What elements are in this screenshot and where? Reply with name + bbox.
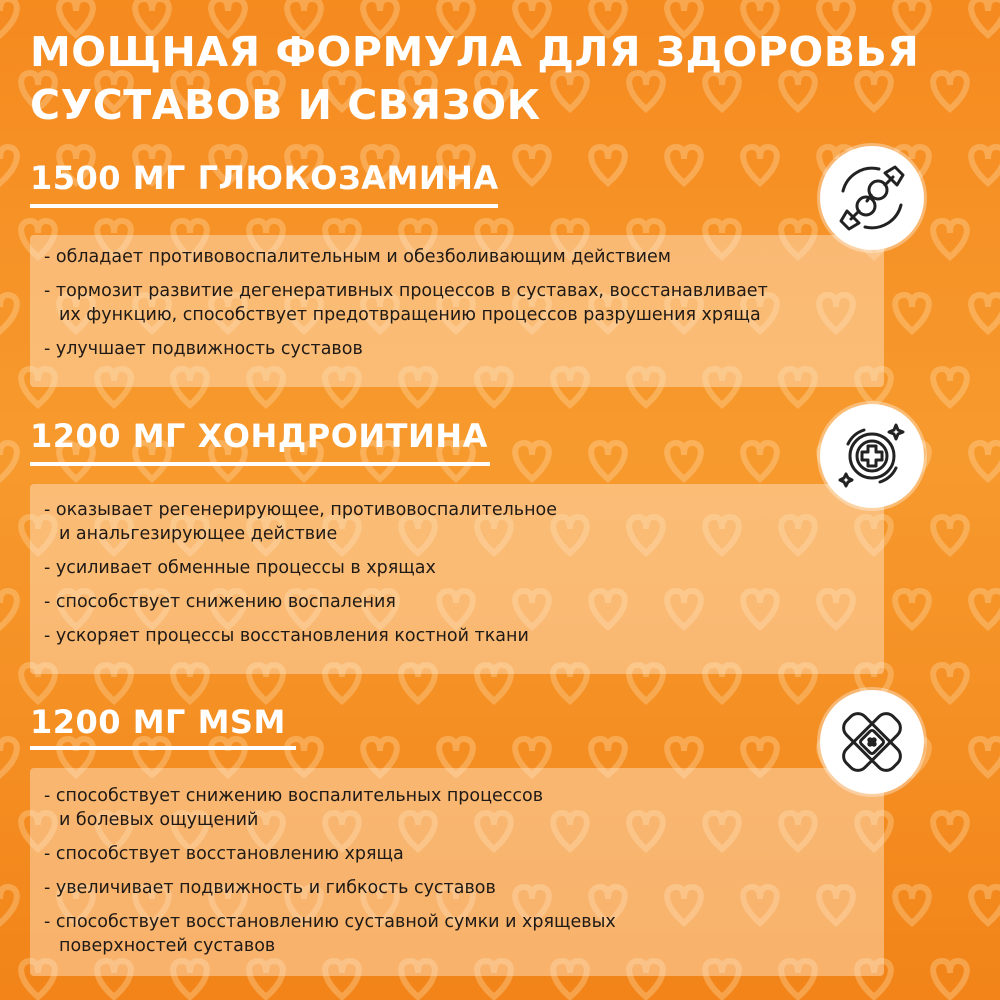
list-item: - способствует восстановлению хряща — [44, 844, 404, 864]
list-item: - улучшает подвижность суставов — [44, 339, 363, 359]
chondroitin-benefits-panel — [30, 484, 884, 674]
list-item: - оказывает регенерирующее, противовоспалительное и анальгезирующее действие — [44, 500, 558, 544]
section-heading-chondroitin: 1200 МГ ХОНДРОИТИНА — [30, 417, 488, 455]
bandage-icon — [820, 690, 924, 794]
section-heading-msm: 1200 МГ MSM — [30, 703, 286, 741]
list-item: - способствует снижению воспаления — [44, 592, 396, 612]
joint-icon — [820, 146, 924, 250]
list-item: - усиливает обменные процессы в хрящах — [44, 558, 436, 578]
section-underline — [30, 462, 490, 466]
section-underline — [30, 746, 296, 750]
list-item: - увеличивает подвижность и гибкость суставов — [44, 878, 496, 898]
list-item: - способствует снижению воспалительных процессов и болевых ощущений — [44, 786, 544, 830]
list-item: - тормозит развитие дегенеративных процессов в суставах, восстанавливает их функцию, способствует предотвращению процессов разрушения хряща — [44, 281, 768, 325]
list-item: - обладает противовоспалительным и обезболивающим действием — [44, 247, 671, 267]
page-title: МОЩНАЯ ФОРМУЛА ДЛЯ ЗДОРОВЬЯ СУСТАВОВ И СВЯЗОК — [30, 28, 920, 129]
list-item: - ускоряет процессы восстановления костной ткани — [44, 626, 529, 646]
msm-benefits-panel — [30, 768, 884, 976]
section-heading-glucosamine: 1500 МГ ГЛЮКОЗАМИНА — [30, 159, 499, 197]
medical-cross-icon — [820, 404, 924, 508]
section-underline — [30, 204, 498, 208]
glucosamine-benefits-panel — [30, 235, 884, 387]
list-item: - способствует восстановлению суставной сумки и хрящевых поверхностей суставов — [44, 912, 616, 956]
